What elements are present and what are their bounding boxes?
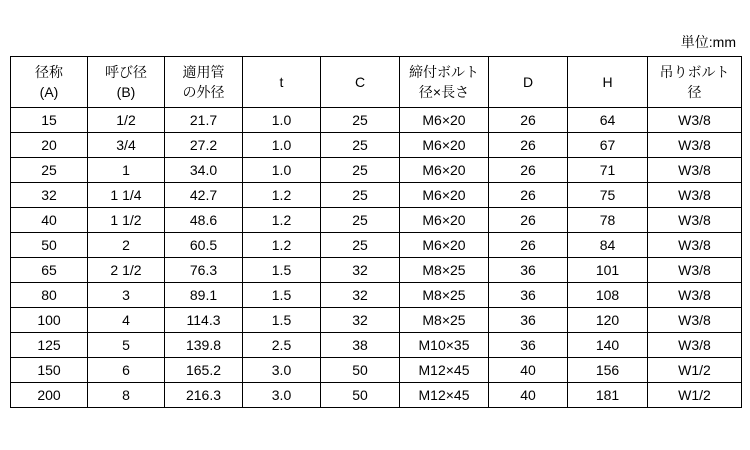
table-cell: 26 [489,158,568,183]
table-row [11,208,742,233]
table-cell: 108 [568,283,648,308]
table-cell: 1.5 [243,258,321,283]
table-row [11,158,742,183]
table-cell: 114.3 [165,308,243,333]
table-cell: 5 [88,333,165,358]
column-header-line: H [602,74,613,90]
table-cell: 26 [489,233,568,258]
table-cell: 34.0 [165,158,243,183]
table-cell: 36 [489,258,568,283]
table-cell: 216.3 [165,383,243,408]
table-cell: 71 [568,158,648,183]
column-header-line: 適用管 [182,64,225,80]
table-cell: 165.2 [165,358,243,383]
table-cell: 27.2 [165,133,243,158]
table-cell: 15 [11,108,88,133]
table-cell: 50 [11,233,88,258]
table-cell: W1/2 [648,383,742,408]
table-cell: 32 [321,258,400,283]
table-cell: 1.5 [243,283,321,308]
table-cell: 140 [568,333,648,358]
table-cell: 80 [11,283,88,308]
table-cell: 42.7 [165,183,243,208]
table-cell: 50 [321,358,400,383]
table-cell: 1.2 [243,183,321,208]
column-header-line: 径 [687,84,702,100]
table-cell: 26 [489,183,568,208]
table-cell: M12×45 [400,358,489,383]
table-cell: 26 [489,208,568,233]
table-cell: M8×25 [400,258,489,283]
column-header-line: t [279,74,284,90]
column-header [165,57,243,108]
column-header-line: (A) [39,84,59,100]
table-cell: 36 [489,283,568,308]
table-cell: 1 1/4 [88,183,165,208]
column-header-line: 呼び径 [105,64,147,80]
table-cell: 25 [321,233,400,258]
column-header-line: 径×長さ [418,84,470,100]
table-cell: W3/8 [648,158,742,183]
table-cell: 78 [568,208,648,233]
table-cell: 2.5 [243,333,321,358]
table-cell: 156 [568,358,648,383]
table-cell: W1/2 [648,358,742,383]
table-cell: 50 [321,383,400,408]
table-cell: M10×35 [400,333,489,358]
table-row [11,308,742,333]
table-cell: M6×20 [400,133,489,158]
table-cell: W3/8 [648,308,742,333]
table-cell: 1.0 [243,108,321,133]
table-cell: M12×45 [400,383,489,408]
column-header-line: C [354,74,366,90]
table-cell: 125 [11,333,88,358]
table-row [11,383,742,408]
column-header-line: 径称 [35,64,63,80]
table-cell: 3 [88,283,165,308]
table-cell: 25 [321,158,400,183]
table-row [11,133,742,158]
table-cell: 26 [489,133,568,158]
table-cell: 20 [11,133,88,158]
table-cell: 2 [88,233,165,258]
column-header [243,57,321,108]
table-cell: 101 [568,258,648,283]
column-header [400,57,489,108]
table-cell: W3/8 [648,258,742,283]
table-cell: 65 [11,258,88,283]
column-header-line: 吊りボルト [659,64,730,80]
table-cell: W3/8 [648,333,742,358]
table-cell: 40 [11,208,88,233]
table-cell: 48.6 [165,208,243,233]
table-cell: W3/8 [648,208,742,233]
table-row [11,358,742,383]
table-row [11,283,742,308]
table-cell: M6×20 [400,183,489,208]
table-cell: 25 [321,108,400,133]
table-cell: 1.0 [243,158,321,183]
table-cell: 150 [11,358,88,383]
table-cell: 32 [11,183,88,208]
table-cell: 100 [11,308,88,333]
table-cell: 25 [321,133,400,158]
column-header-line: (B) [116,84,136,100]
table-cell: 1 [88,158,165,183]
table-cell: 25 [321,208,400,233]
column-header [11,57,88,108]
unit-label: 単位:mm [680,34,736,50]
table-cell: 26 [489,108,568,133]
table-cell: 25 [321,183,400,208]
table-row [11,183,742,208]
column-header [489,57,568,108]
table-cell: M6×20 [400,108,489,133]
table-cell: 1/2 [88,108,165,133]
table-cell: W3/8 [648,133,742,158]
table-cell: 3/4 [88,133,165,158]
table-cell: 1 1/2 [88,208,165,233]
table-row [11,233,742,258]
table-cell: 4 [88,308,165,333]
table-cell: 21.7 [165,108,243,133]
table-cell: 89.1 [165,283,243,308]
table-cell: M8×25 [400,308,489,333]
table-cell: 1.5 [243,308,321,333]
table-cell: 40 [489,358,568,383]
column-header [568,57,648,108]
table-cell: 1.2 [243,233,321,258]
table-cell: M6×20 [400,208,489,233]
column-header [88,57,165,108]
table-row [11,333,742,358]
table-cell: 75 [568,183,648,208]
table-cell: 32 [321,308,400,333]
table-cell: 181 [568,383,648,408]
table-cell: 32 [321,283,400,308]
table-cell: 36 [489,333,568,358]
table-cell: 64 [568,108,648,133]
column-header [648,57,742,108]
table-cell: 60.5 [165,233,243,258]
table-cell: 200 [11,383,88,408]
table-cell: 40 [489,383,568,408]
table-cell: M8×25 [400,283,489,308]
table-cell: 3.0 [243,383,321,408]
table-cell: 1.2 [243,208,321,233]
table-cell: 67 [568,133,648,158]
column-header-line: 締付ボルト [409,64,479,80]
table-cell: 25 [11,158,88,183]
table-cell: 1.0 [243,133,321,158]
table-cell: W3/8 [648,108,742,133]
table-cell: W3/8 [648,183,742,208]
table-cell: 8 [88,383,165,408]
table-row [11,108,742,133]
table-cell: 3.0 [243,358,321,383]
column-header-line: D [522,74,534,90]
table-cell: W3/8 [648,233,742,258]
table-cell: 120 [568,308,648,333]
table-row [11,258,742,283]
table-cell: 6 [88,358,165,383]
table-cell: 76.3 [165,258,243,283]
table-cell: 36 [489,308,568,333]
column-header [321,57,400,108]
dimension-table [10,56,742,408]
table-cell: W3/8 [648,283,742,308]
table-cell: M6×20 [400,233,489,258]
table-cell: M6×20 [400,158,489,183]
table-cell: 38 [321,333,400,358]
column-header-line: の外径 [182,84,225,100]
table-cell: 84 [568,233,648,258]
table-header-row [11,57,742,108]
table-cell: 2 1/2 [88,258,165,283]
table-body [11,108,742,408]
table-cell: 139.8 [165,333,243,358]
